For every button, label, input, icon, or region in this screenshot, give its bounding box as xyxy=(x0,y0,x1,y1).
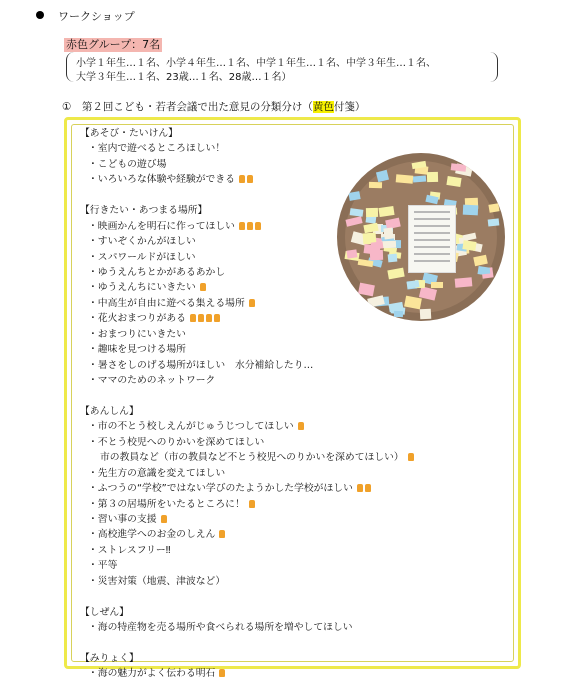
question-suffix: 付箋） xyxy=(333,101,366,113)
category-heading xyxy=(80,126,414,141)
opinion-text: ・習い事の支援 xyxy=(88,513,157,525)
opinion-item xyxy=(80,666,414,681)
sticky-note xyxy=(350,208,364,217)
spacer xyxy=(80,388,414,403)
opinion-text: ・中高生が自由に遊べる集える場所 xyxy=(88,297,245,309)
sticky-note xyxy=(404,295,422,309)
members-line-1: 小学１年生…１名、小学４年生…１名、中学１年生…１名、中学３年生…１名、 xyxy=(76,58,436,69)
sticky-note xyxy=(359,283,376,296)
thumbs-up-icon xyxy=(214,314,220,322)
sticky-note xyxy=(451,163,467,172)
question-heading xyxy=(62,99,365,114)
question-highlight: 黄色 xyxy=(312,101,334,113)
opinion-text: 市の教員など（市の教員など不とう校児へのりかいを深めてほしい） xyxy=(100,452,404,464)
opinion-text: ・ゆうえんちにいきたい xyxy=(88,282,196,294)
sticky-note xyxy=(379,205,395,216)
opinion-item xyxy=(80,141,414,156)
opinion-text: 【あんしん】 xyxy=(80,405,139,417)
sticky-note xyxy=(431,282,443,288)
thumbs-up-icon xyxy=(247,222,253,230)
category-heading xyxy=(80,651,414,666)
opinion-item xyxy=(80,558,414,573)
thumbs-up-icon xyxy=(198,314,204,322)
opinion-item xyxy=(80,419,414,434)
opinion-item xyxy=(80,157,414,172)
sticky-note xyxy=(394,311,403,317)
opinion-text: ・おまつりにいきたい xyxy=(88,328,186,340)
sticky-note xyxy=(480,267,490,274)
section-title: ワークショップ xyxy=(58,10,135,23)
opinion-text: ・すいぞくかんがほしい xyxy=(88,236,196,248)
opinion-text: ・ゆうえんちとかがあるあかし xyxy=(88,266,226,278)
thumbs-up-icon xyxy=(161,515,167,523)
thumbs-up-icon xyxy=(239,222,245,230)
opinion-text: ・不とう校児へのりかいを深めてほしい xyxy=(88,436,265,448)
opinion-item xyxy=(80,342,414,357)
sticky-note xyxy=(454,277,471,287)
thumbs-up-icon xyxy=(408,453,414,461)
sticky-note xyxy=(463,205,479,215)
spacer xyxy=(80,635,414,650)
thumbs-up-icon xyxy=(206,314,212,322)
sticky-note xyxy=(366,208,378,217)
opinion-text: ・いろいろな体験や経験ができる xyxy=(88,174,235,186)
thumbs-up-icon xyxy=(249,500,255,508)
bullet-icon xyxy=(36,11,44,19)
opinion-item xyxy=(80,481,414,496)
thumbs-up-icon xyxy=(255,222,261,230)
sticky-note xyxy=(369,181,382,188)
opinion-text: ・暑さをしのげる場所がほしい 水分補給したり… xyxy=(88,359,314,371)
opinion-text: ・高校進学へのお金のしえん xyxy=(88,529,216,541)
sticky-note xyxy=(427,172,438,182)
category-heading xyxy=(80,404,414,419)
opinion-text: ・平等 xyxy=(88,560,118,572)
sticky-note xyxy=(420,309,431,319)
sticky-note xyxy=(383,227,393,239)
opinion-item xyxy=(80,512,414,527)
group-label: 赤色グループ：7名 xyxy=(66,38,161,51)
opinion-item xyxy=(80,450,414,465)
opinion-item xyxy=(80,311,414,326)
opinion-text: ・スパワールドがほしい xyxy=(88,251,196,263)
opinion-item xyxy=(80,327,414,342)
thumbs-up-icon xyxy=(239,175,245,183)
opinion-text: ・市の不とう校しえんがじゅうじつしてほしい xyxy=(88,421,294,433)
members-line-2: 大学３年生…１名、23歳…１名、28歳…１名） xyxy=(76,72,292,83)
opinion-text: ・こどもの遊び場 xyxy=(88,158,167,170)
opinion-text: 【みりょく】 xyxy=(80,652,139,664)
thumbs-up-icon xyxy=(219,530,225,538)
sticky-note xyxy=(488,203,499,213)
sticky-note xyxy=(388,254,398,263)
opinion-text: ・第３の居場所をいたるところに！ xyxy=(88,498,245,510)
opinion-item xyxy=(80,497,414,512)
opinion-item xyxy=(80,620,414,635)
thumbs-up-icon xyxy=(200,283,206,291)
opinion-text: ・海の特産物を売る場所や食べられる場所を増やしてほしい xyxy=(88,622,353,633)
opinion-text: ・ストレスフリー‼ xyxy=(88,544,171,556)
thumbs-up-icon xyxy=(357,484,363,492)
opinion-text: ・趣味を見つける場所 xyxy=(88,344,186,356)
opinion-item xyxy=(80,543,414,558)
opinion-item xyxy=(80,574,414,589)
thumbs-up-icon xyxy=(190,314,196,322)
sticky-note xyxy=(487,218,498,226)
opinion-text: ・室内で遊べるところほしい！ xyxy=(88,143,226,155)
thumbs-up-icon xyxy=(219,669,225,677)
opinion-text: ・先生方の意識を変えてほしい xyxy=(88,467,226,479)
section-header xyxy=(36,8,135,24)
opinion-text: ・海の魅力がよく伝わる明石 xyxy=(88,668,216,680)
question-prefix: ① 第２回こども・若者会議で出た意見の分類分け（ xyxy=(62,101,313,113)
thumbs-up-icon xyxy=(247,175,253,183)
thumbs-up-icon xyxy=(249,299,255,307)
opinion-item xyxy=(80,373,414,388)
opinion-text: 【行きたい・あつまる場所】 xyxy=(80,205,208,217)
opinion-text: ・映画かんを明石に作ってほしい xyxy=(88,220,235,232)
spacer xyxy=(80,589,414,604)
opinion-text: ・ママのためのネットワーク xyxy=(88,375,216,386)
center-paper xyxy=(408,205,456,273)
sticky-note xyxy=(396,174,413,183)
opinion-text: ・ふつうの“学校”ではない学びのたようかした学校がほしい xyxy=(88,483,353,495)
thumbs-up-icon xyxy=(298,422,304,430)
thumbs-up-icon xyxy=(365,484,371,492)
opinion-item xyxy=(80,358,414,373)
category-heading xyxy=(80,605,414,620)
opinion-item xyxy=(80,466,414,481)
opinion-item xyxy=(80,435,414,450)
opinion-text: ・災害対策（地震、津波など） xyxy=(88,575,226,587)
opinion-text: 【しぜん】 xyxy=(80,606,129,618)
opinion-item xyxy=(80,527,414,542)
opinion-text: 【あそび・たいけん】 xyxy=(80,128,178,139)
opinion-text: ・花火おまつりがある xyxy=(88,313,186,325)
